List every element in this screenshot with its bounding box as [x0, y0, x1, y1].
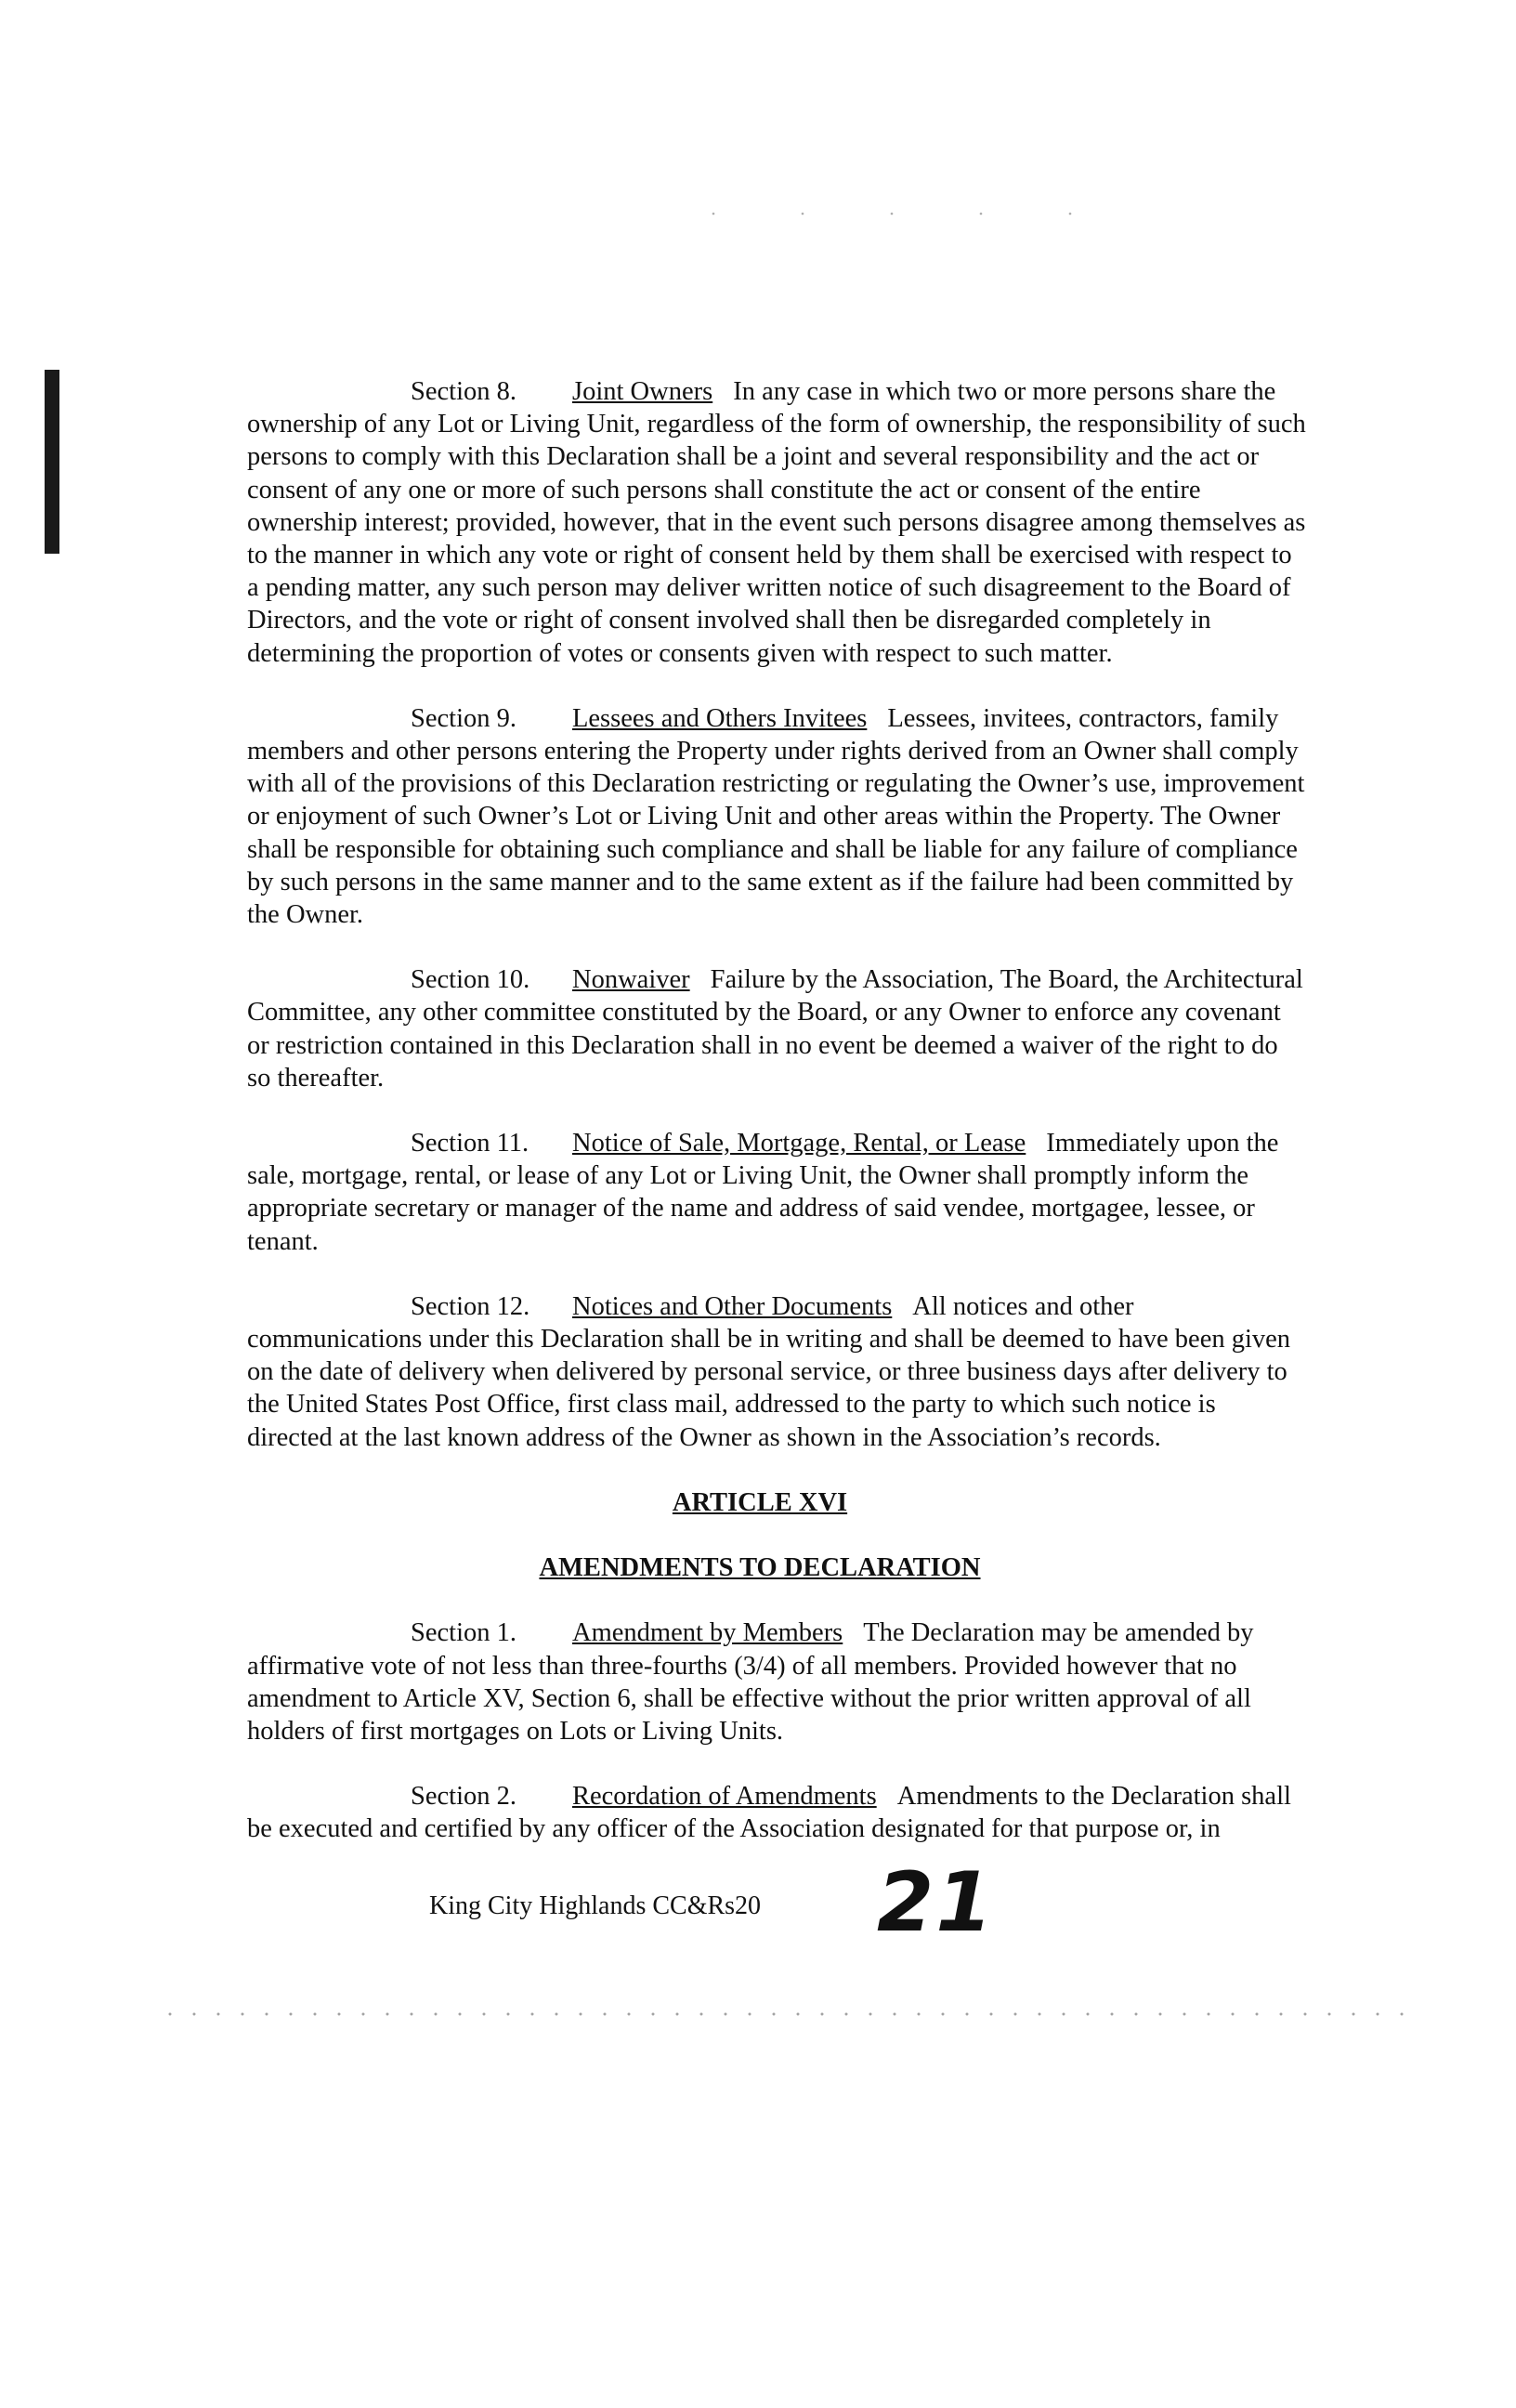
section-text: The Declaration may be amended by affirmative vote of not less than three-fourths (3/4) of all members. Provided however that no amendment to Article XV, Section 6, shall be effective without the prior written approval of all holders of first mortgages on Lots or Living Units. — [247, 1618, 1254, 1746]
section-text: Amendments to the Declaration shall be executed and certified by any officer of the Association designated for that purpose or, in — [247, 1782, 1291, 1844]
section-title: Nonwaiver — [572, 965, 690, 995]
scan-margin-bar — [45, 370, 59, 554]
footer-label: King City Highlands CC&Rs20 — [429, 1891, 762, 1920]
section-number: Section 12. — [411, 1291, 530, 1321]
scan-artifact-top — [669, 210, 1115, 217]
handwritten-page-number: 21 — [877, 1854, 995, 1950]
section-number: Section 2. — [411, 1782, 516, 1812]
section-text: In any case in which two or more persons share the ownership of any Lot or Living Unit, regardless of the form of ownership, the responsibility of such persons to comply with this Declaration shall be a joint and several responsibility and the act or consent of any one or more of such persons shall constitute the act or consent of the entire ownership interest; provided, however, that in the event such persons disagree among themselves as to the manner in which any vote or right of consent held by them shall be exercised with respect to a pending matter, any such person may deliver written notice of such disagreement to the Board of Directors, and the vote or right of consent involved shall then be disregarded completely in determining the proportion of votes or consents given with respect to such matter. — [247, 377, 1306, 668]
article-number: ARTICLE XVI — [672, 1487, 848, 1517]
section-number: Section 8. — [411, 377, 516, 406]
article-section-1-paragraph — [247, 1616, 1306, 1747]
article-section-2-paragraph — [247, 1780, 1306, 1845]
section-text: Failure by the Association, The Board, the Architectural Committee, any other committee constituted by the Board, or any Owner to enforce any covenant or restriction contained in this Declaration shall in no event be deemed a waiver of the right to do so thereafter. — [247, 965, 1303, 1093]
section-text: Immediately upon the sale, mortgage, rental, or lease of any Lot or Living Unit, the Owner shall promptly inform the appropriate secretary or manager of the name and address of said vendee, mortgagee, lessee, or tenant. — [247, 1129, 1279, 1256]
section-10-paragraph — [247, 963, 1306, 1094]
section-9-paragraph — [247, 702, 1306, 931]
section-text: Lessees, invitees, contractors, family members and other persons entering the Property under rights derived from an Owner shall comply with all of the provisions of this Declaration restricting or regulating the Owner’s use, improvement or enjoyment of such Owner’s Lot or Living Unit and other areas within the Property. The Owner shall be responsible for obtaining such compliance and shall be liable for any failure of compliance by such persons in the same manner and to the same extent as if the failure had been committed by the Owner. — [247, 703, 1305, 930]
section-title: Amendment by Members — [572, 1618, 843, 1648]
section-number: Section 10. — [411, 965, 530, 995]
section-text: All notices and other communications under this Declaration shall be in writing and shall be deemed to have been given on the date of delivery when delivered by personal service, or three business days after delivery to the United States Post Office, first class mail, addressed to the party to which such notice is directed at the last known address of the Owner as shown in the Association’s records. — [247, 1291, 1291, 1452]
section-title: Notices and Other Documents — [572, 1291, 893, 1321]
document-body — [247, 375, 1306, 1878]
article-title: AMENDMENTS TO DECLARATION — [539, 1553, 981, 1583]
section-title: Joint Owners — [572, 377, 713, 406]
section-title: Notice of Sale, Mortgage, Rental, or Lease — [572, 1129, 1026, 1158]
section-number: Section 11. — [411, 1129, 529, 1158]
section-title: Lessees and Others Invitees — [572, 703, 868, 733]
section-11-paragraph — [247, 1127, 1306, 1258]
scan-artifact-bottom — [158, 2009, 1421, 2020]
section-8-paragraph — [247, 375, 1306, 670]
section-number: Section 9. — [411, 703, 516, 733]
section-12-paragraph — [247, 1290, 1306, 1454]
section-number: Section 1. — [411, 1618, 516, 1648]
section-title: Recordation of Amendments — [572, 1782, 877, 1812]
